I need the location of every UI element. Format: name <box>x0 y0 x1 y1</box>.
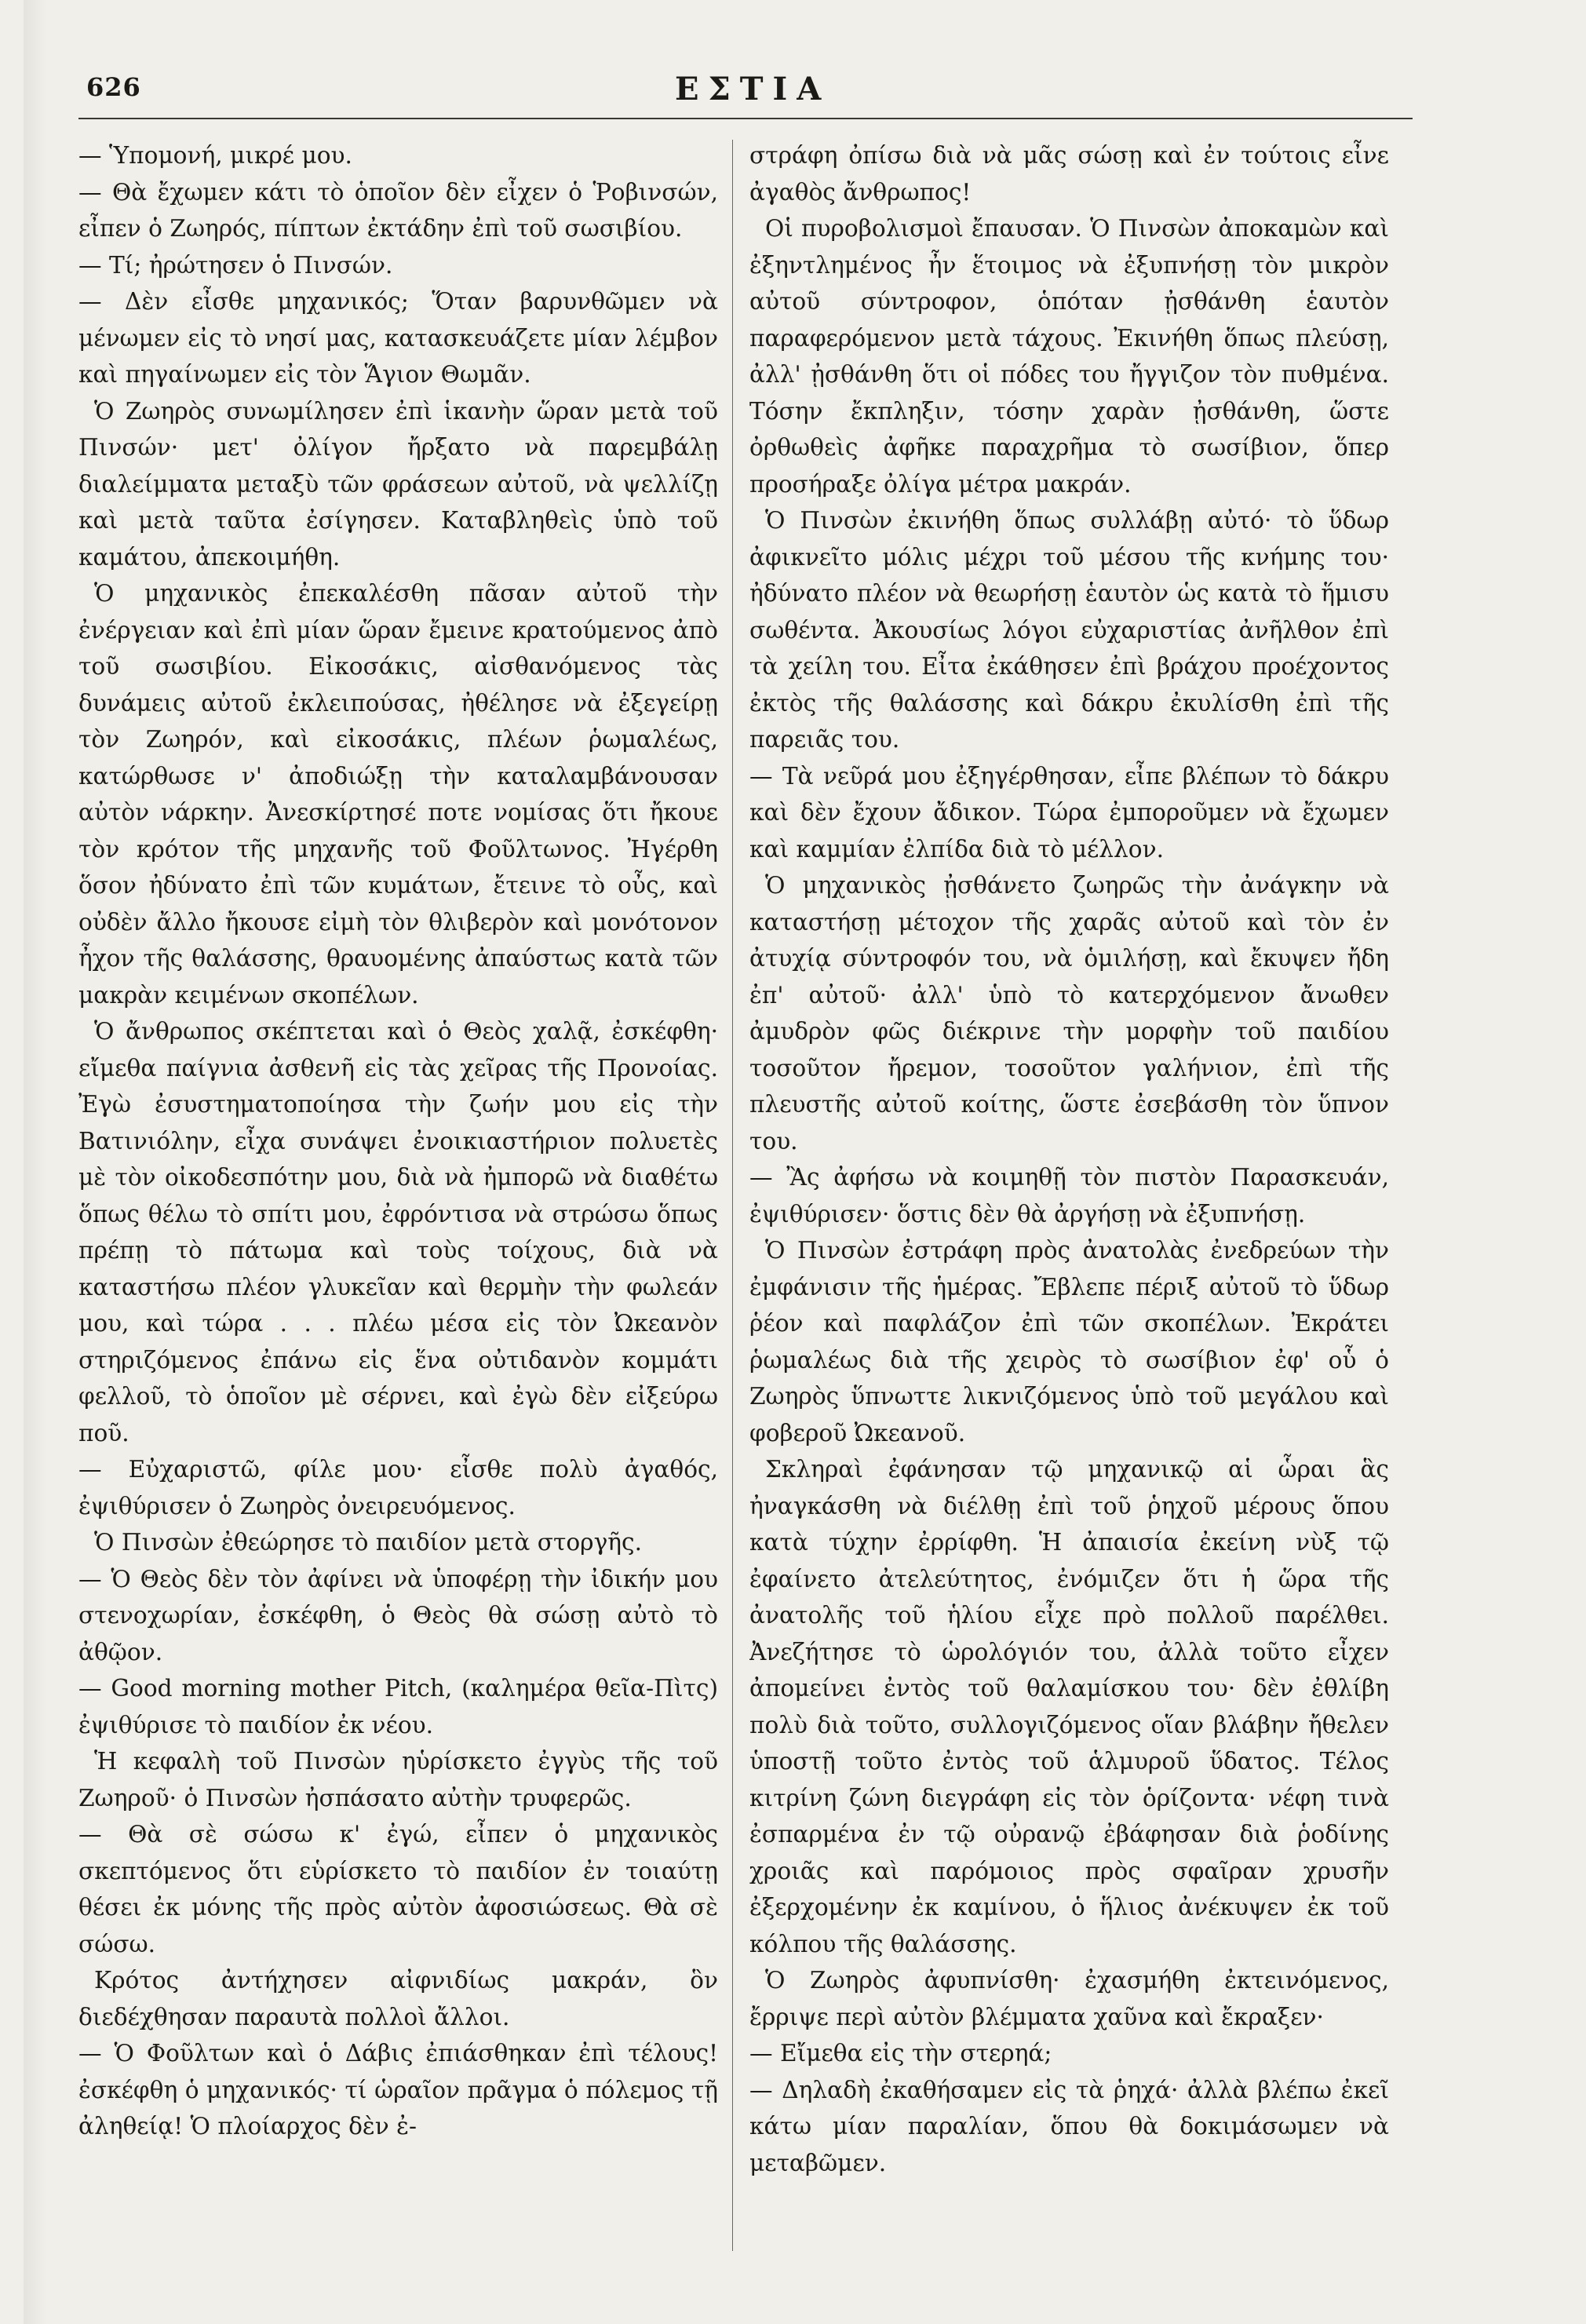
paragraph: — Δηλαδὴ ἐκαθήσαμεν εἰς τὰ ῥηχά· ἀλλὰ βλέπω ἐκεῖ κάτω μίαν παραλίαν, ὅπου θὰ δοκιμάσωμεν νὰ μεταβῶμεν. <box>749 2076 1389 2176</box>
paragraph: Ὁ Πινσὼν ἐθεώρησε τὸ παιδίον μετὰ στοργῆς. <box>94 1529 642 1556</box>
right-column <box>749 137 1389 2272</box>
paragraph: Ὁ Ζωηρὸς συνωμίλησεν ἐπὶ ἱκανὴν ὥραν μετὰ τοῦ Πινσών· μετ' ὀλίγον ἤρξατο νὰ παρεμβάλῃ διαλείμματα μεταξὺ τῶν φράσεων αὐτοῦ, νὰ ψελλίζῃ καὶ μετὰ ταῦτα ἐσίγησεν. Καταβληθεὶς ὑπὸ τοῦ καμάτου, ἀπεκοιμήθη. <box>78 397 718 571</box>
column-divider <box>732 140 733 2251</box>
paragraph: — Τί; ἠρώτησεν ὁ Πινσών. <box>78 251 393 279</box>
page-header <box>78 71 1413 118</box>
paragraph: — Ἂς ἀφήσω νὰ κοιμηθῇ τὸν πιστὸν Παρασκευάν, ἐψιθύρισεν· ὅστις δὲν θὰ ἀργήσῃ νὰ ἐξυπνήσῃ. <box>749 1164 1389 1228</box>
paragraph: Ὁ μηχανικὸς ἐπεκαλέσθη πᾶσαν αὐτοῦ τὴν ἐνέργειαν καὶ ἐπὶ μίαν ὥραν ἔμεινε κρατούμενος ἀπὸ τοῦ σωσιβίου. Εἰκοσάκις, αἰσθανόμενος τὰς δυνάμεις αὐτοῦ ἐκλειπούσας, ἠθέλησε νὰ ἐξεγείρῃ τὸν Ζωηρόν, καὶ εἰκοσάκις, πλέων ῥωμαλέως, κατώρθωσε ν' ἀποδιώξῃ τὴν καταλαμβάνουσαν αὐτὸν νάρκην. Ἀνεσκίρτησέ ποτε νομίσας ὅτι ἤκουε τὸν κρότον τῆς μηχανῆς τοῦ Φοῦλτωνος. Ἠγέρθη ὅσον ἠδύνατο ἐπὶ τῶν κυμάτων, ἔτεινε τὸ οὖς, καὶ οὐδὲν ἄλλο ἤκουσε εἰμὴ τὸν θλιβερὸν καὶ μονότονον ἦχον τῆς θαλάσσης, θραυομένης ἀπαύστως κατὰ τῶν μακρὰν κειμένων σκοπέλων. <box>78 580 718 1009</box>
paragraph: Σκληραὶ ἐφάνησαν τῷ μηχανικῷ αἱ ὧραι ἃς ἠναγκάσθη νὰ διέλθῃ ἐπὶ τοῦ ῥηχοῦ μέρους ὅπου κατὰ τύχην ἐρρίφθη. Ἡ ἀπαισία ἐκείνη νὺξ τῷ ἐφαίνετο ἀτελεύτητος, ἐνόμιζεν ὅτι ἡ ὥρα τῆς ἀνατολῆς τοῦ ἡλίου εἶχε πρὸ πολλοῦ παρέλθει. Ἀνεζήτησε τὸ ὡρολόγιόν του, ἀλλὰ τοῦτο εἶχεν ἀπομείνει ἐντὸς τοῦ θαλαμίσκου του· δὲν ἐθλίβη πολὺ διὰ τοῦτο, συλλογιζόμενος οἵαν βλάβην ἤθελεν ὑποστῇ τοῦτο ἐντὸς τοῦ ἁλμυροῦ ὕδατος. Τέλος κιτρίνη ζώνη διεγράφη εἰς τὸν ὁρίζοντα· νέφη τινὰ ἐσπαρμένα ἐν τῷ οὐρανῷ ἐβάφησαν διὰ ῥοδίνης χροιᾶς καὶ παρόμοιος πρὸς σφαῖραν χρυσῆν ἐξερχομένην ἐκ καμίνου, ὁ ἥλιος ἀνέκυψεν ἐκ τοῦ κόλπου τῆς θαλάσσης. <box>749 1456 1389 1957</box>
paragraph: Οἱ πυροβολισμοὶ ἔπαυσαν. Ὁ Πινσὼν ἀποκαμὼν καὶ ἐξηντλημένος ἦν ἕτοιμος νὰ ἐξυπνήσῃ τὸν μικρὸν αὐτοῦ σύντροφον, ὁπόταν ᾐσθάνθη ἑαυτὸν παραφερόμενον μετὰ τάχους. Ἐκινήθη ὅπως πλεύσῃ, ἀλλ' ᾐσθάνθη ὅτι οἱ πόδες του ἤγγιζον τὸν πυθμένα. Τόσην ἔκπληξιν, τόσην χαρὰν ᾐσθάνθη, ὥστε ὀρθωθεὶς ἀφῆκε παραχρῆμα τὸ σωσίβιον, ὅπερ προσήραξε ὀλίγα μέτρα μακράν. <box>749 215 1389 498</box>
paragraph: Ὁ Πινσὼν ἐκινήθη ὅπως συλλάβῃ αὐτό· τὸ ὕδωρ ἀφικνεῖτο μόλις μέχρι τοῦ μέσου τῆς κνήμης του· ἠδύνατο πλέον νὰ θεωρήσῃ ἑαυτὸν ὡς κατὰ τὸ ἥμισυ σωθέντα. Ἀκουσίως λόγοι εὐχαριστίας ἀνῆλθον ἐπὶ τὰ χείλη του. Εἶτα ἐκάθησεν ἐπὶ βράχου προέχοντος ἐκτὸς τῆς θαλάσσης καὶ δάκρυ ἐκυλίσθη ἐπὶ τῆς παρειᾶς του. <box>749 507 1389 753</box>
header-rule <box>78 118 1413 119</box>
paragraph: — Ὑπομονή, μικρέ μου. <box>78 142 352 169</box>
paragraph: — Τὰ νεῦρά μου ἐξηγέρθησαν, εἶπε βλέπων τὸ δάκρυ καὶ δὲν ἔχουν ἄδικον. Τώρα ἐμποροῦμεν νὰ ἔχωμεν καὶ καμμίαν ἐλπίδα διὰ τὸ μέλλον. <box>749 762 1389 863</box>
paragraph: — Θὰ ἔχωμεν κάτι τὸ ὁποῖον δὲν εἶχεν ὁ Ῥοβινσών, εἶπεν ὁ Ζωηρός, πίπτων ἐκτάδην ἐπὶ τοῦ σωσιβίου. <box>78 178 718 242</box>
paragraph: Κρότος ἀντήχησεν αἰφνιδίως μακράν, ὃν διεδέχθησαν παραυτὰ πολλοὶ ἄλλοι. <box>78 1967 718 2030</box>
left-column <box>78 137 718 2272</box>
paragraph: — Εἴμεθα εἰς τὴν στερηά; <box>749 2040 1052 2067</box>
paragraph: στράφη ὀπίσω διὰ νὰ μᾶς σώσῃ καὶ ἐν τούτοις εἶνε ἀγαθὸς ἄνθρωπος! <box>749 142 1389 206</box>
paragraph: Ὁ μηχανικὸς ᾐσθάνετο ζωηρῶς τὴν ἀνάγκην νὰ καταστήσῃ μέτοχον τῆς χαρᾶς αὐτοῦ καὶ τὸν ἐν ἀτυχίᾳ σύντροφόν του, νὰ ὁμιλήσῃ, καὶ ἔκυψεν ἤδη ἐπ' αὐτοῦ· ἀλλ' ὑπὸ τὸ κατερχόμενον ἄνωθεν ἀμυδρὸν φῶς διέκρινε τὴν μορφὴν τοῦ παιδίου τοσοῦτον ἤρεμον, τοσοῦτον γαλήνιον, ἐπὶ τῆς πλευστῆς αὐτοῦ κοίτης, ὥστε ἐσεβάσθη τὸν ὕπνον του. <box>749 872 1389 1155</box>
paragraph: — Εὐχαριστῶ, φίλε μου· εἶσθε πολὺ ἀγαθός, ἐψιθύρισεν ὁ Ζωηρὸς ὀνειρευόμενος. <box>78 1456 718 1520</box>
paragraph: — Δὲν εἶσθε μηχανικός; Ὅταν βαρυνθῶμεν νὰ μένωμεν εἰς τὸ νησί μας, κατασκευάζετε μίαν λέμβον καὶ πηγαίνωμεν εἰς τὸν Ἅγιον Θωμᾶν. <box>78 288 718 388</box>
paragraph: — Ὁ Φοῦλτων καὶ ὁ Δάβις ἐπιάσθηκαν ἐπὶ τέλους! ἐσκέφθη ὁ μηχανικός· τί ὡραῖον πρᾶγμα ὁ πόλεμος τῇ ἀληθείᾳ! Ὁ πλοίαρχος δὲν ἐ- <box>78 2040 718 2140</box>
paragraph: Ὁ Πινσὼν ἐστράφη πρὸς ἀνατολὰς ἐνεδρεύων τὴν ἐμφάνισιν τῆς ἡμέρας. Ἔβλεπε πέριξ αὐτοῦ τὸ ὕδωρ ῥέον καὶ παφλάζον ἐπὶ τῶν σκοπέλων. Ἐκράτει ῥωμαλέως διὰ τῆς χειρὸς τὸ σωσίβιον ἐφ' οὗ ὁ Ζωηρὸς ὕπνωττε λικνιζόμενος ὑπὸ τοῦ μεγάλου καὶ φοβεροῦ Ὠκεανοῦ. <box>749 1237 1389 1447</box>
page-edge-shading <box>24 0 47 2324</box>
page-number: 626 <box>86 72 141 102</box>
paragraph: Ἡ κεφαλὴ τοῦ Πινσὼν ηὑρίσκετο ἐγγὺς τῆς τοῦ Ζωηροῦ· ὁ Πινσὼν ἠσπάσατο αὐτὴν τρυφερῶς. <box>78 1748 718 1811</box>
paragraph: — Θὰ σὲ σώσω κ' ἐγώ, εἶπεν ὁ μηχανικὸς σκεπτόμενος ὅτι εὑρίσκετο τὸ παιδίον ἐν τοιαύτῃ θέσει ἐκ μόνης τῆς πρὸς αὐτὸν ἀφοσιώσεως. Θὰ σὲ σώσω. <box>78 1821 718 1957</box>
paragraph: Ὁ Ζωηρὸς ἀφυπνίσθη· ἐχασμήθη ἐκτεινόμενος, ἔρριψε περὶ αὐτὸν βλέμματα χαῦνα καὶ ἔκραξεν· <box>749 1967 1389 2030</box>
paragraph: — Ὁ Θεὸς δὲν τὸν ἀφίνει νὰ ὑποφέρῃ τὴν ἰδικήν μου στενοχωρίαν, ἐσκέφθη, ὁ Θεὸς θὰ σώσῃ αὐτὸ τὸ ἀθῷον. <box>78 1565 718 1665</box>
running-title: ΕΣΤΙΑ <box>675 71 831 108</box>
paragraph: Ὁ ἄνθρωπος σκέπτεται καὶ ὁ Θεὸς χαλᾷ, ἐσκέφθη· εἴμεθα παίγνια ἀσθενῆ εἰς τὰς χεῖρας τῆς Προνοίας. Ἐγὼ ἐσυστηματοποίησα τὴν ζωήν μου εἰς τὴν Βατινιόλην, εἶχα συνάψει ἐνοικιαστήριον πολυετὲς μὲ τὸν οἰκοδεσπότην μου, διὰ νὰ ἠμπορῶ νὰ διαθέτω ὅπως θέλω τὸ σπίτι μου, ἐφρόντισα νὰ στρώσω ὅπως πρέπῃ τὸ πάτωμα καὶ τοὺς τοίχους, διὰ νὰ καταστήσω πλέον γλυκεῖαν καὶ θερμὴν τὴν φωλεάν μου, καὶ τώρα . . . πλέω μέσα εἰς τὸν Ὠκεανὸν στηριζόμενος ἐπάνω εἰς ἕνα οὐτιδανὸν κομμάτι φελλοῦ, τὸ ὁποῖον μὲ σέρνει, καὶ ἐγὼ δὲν εἰξεύρω ποῦ. <box>78 1018 718 1447</box>
paragraph: — Good morning mother Pitch, (καλημέρα θεῖα-Πὶτς) ἐψιθύρισε τὸ παιδίον ἐκ νέου. <box>78 1675 718 1738</box>
